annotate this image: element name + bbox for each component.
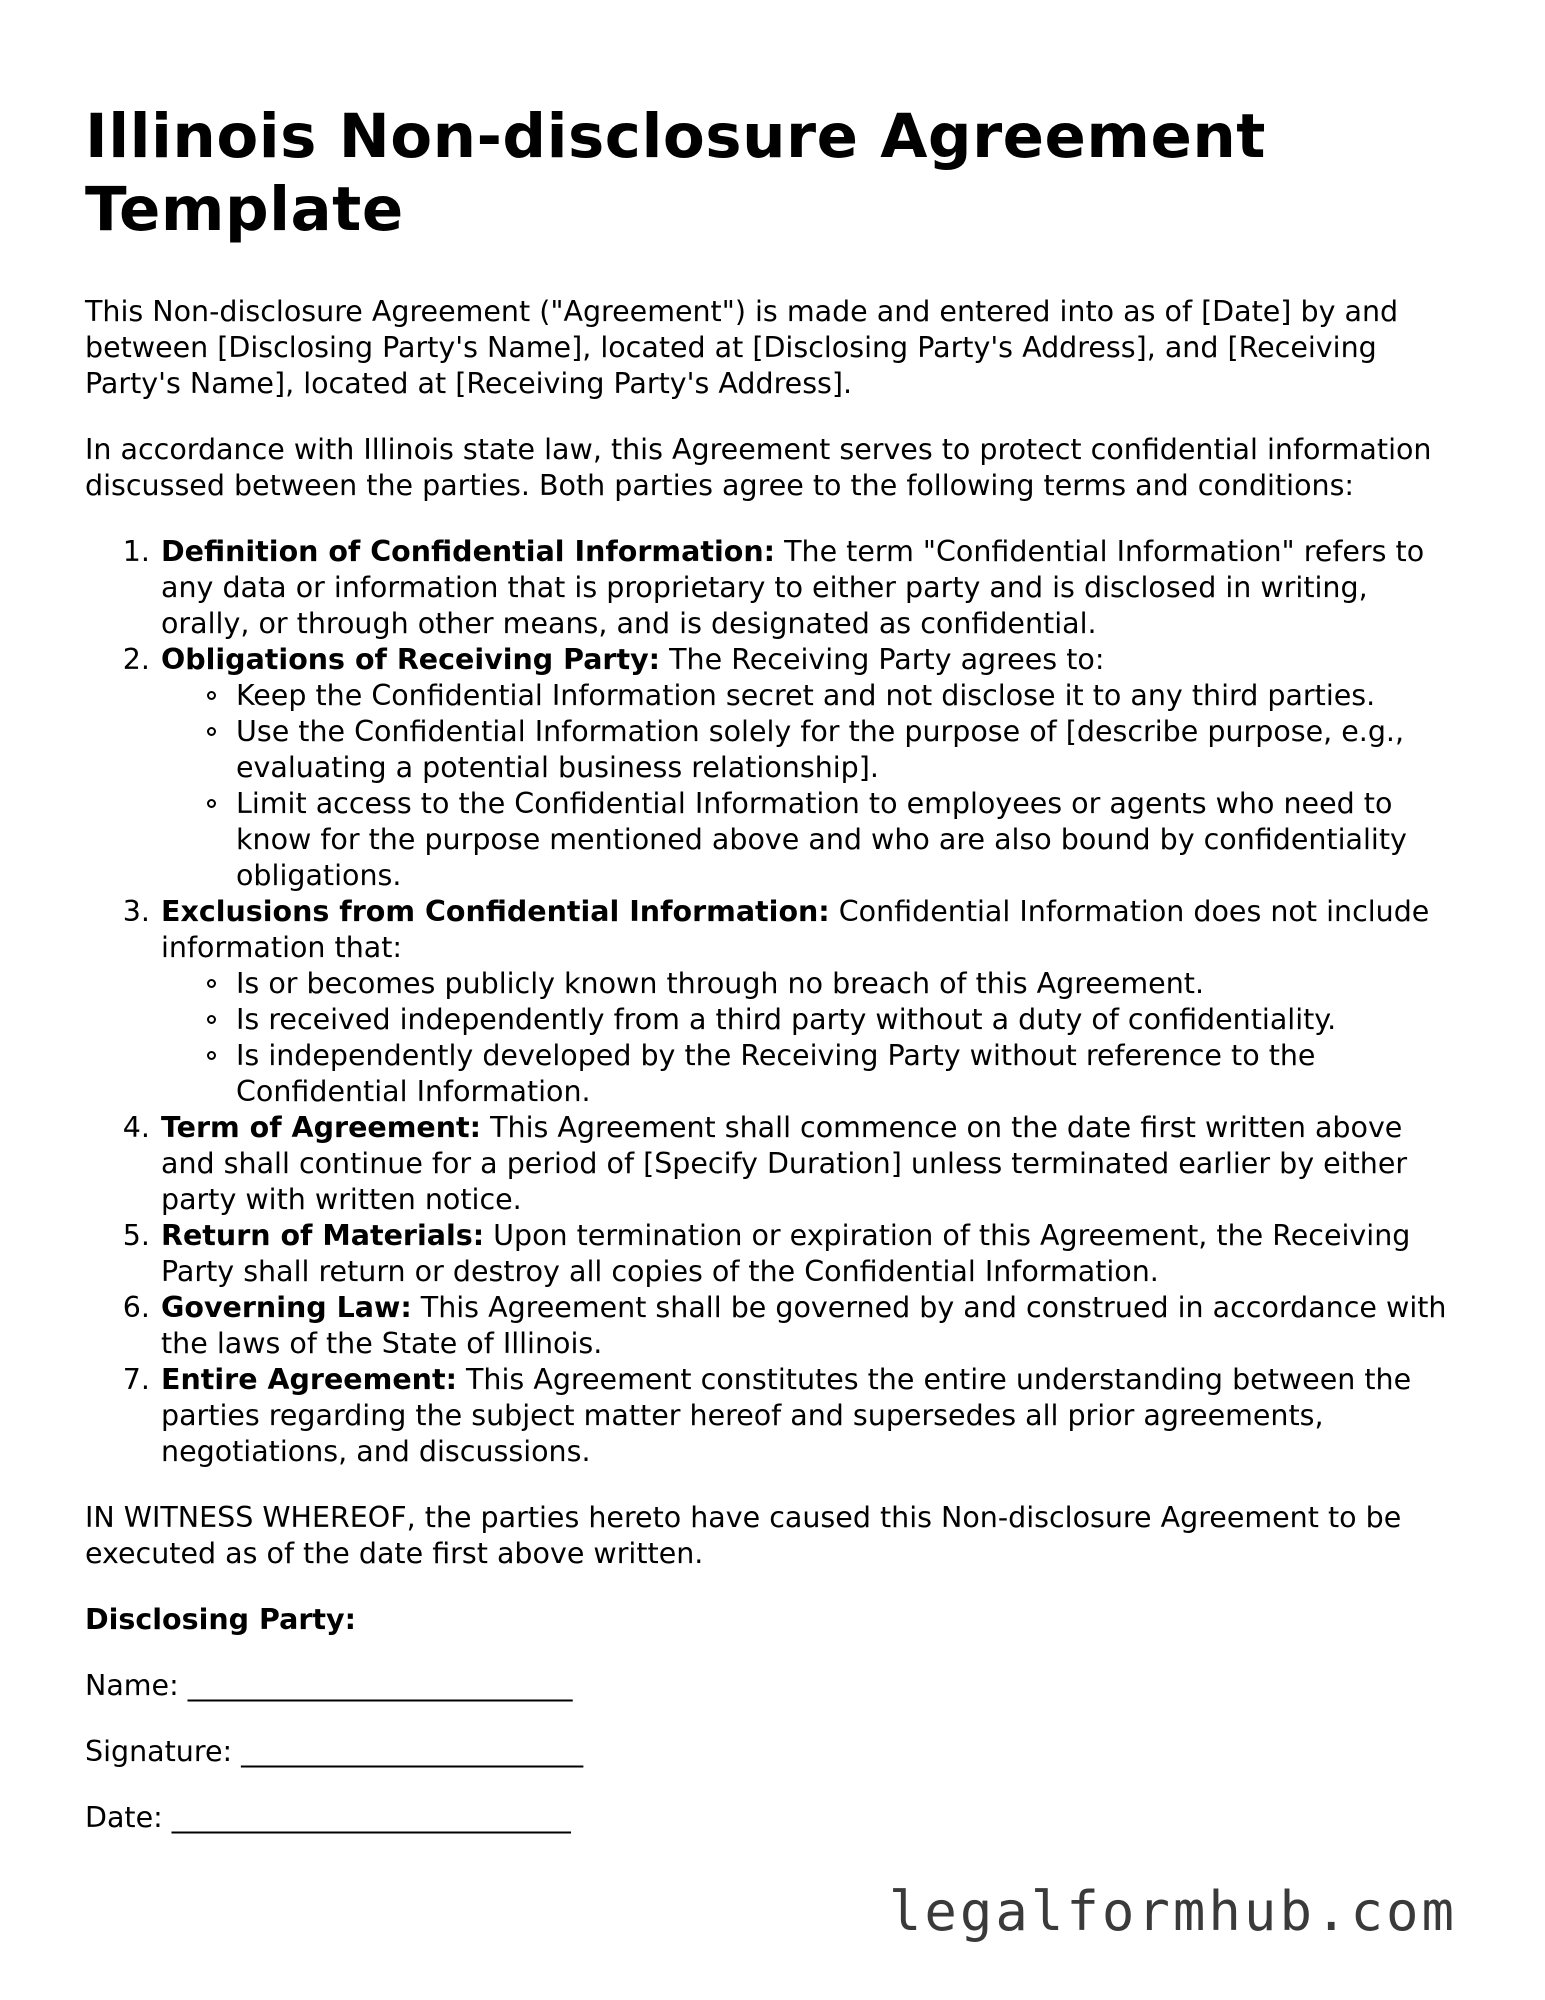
sublist-item: Is independently developed by the Receiving Party without reference to the Confidential Information. [236, 1038, 1465, 1110]
exclusions-sublist [161, 966, 1465, 1110]
term-text: Upon termination or expiration of this Agreement, the Receiving Party shall return or destroy all copies of the Confidential Information. [161, 1219, 1411, 1288]
obligations-sublist [161, 678, 1465, 894]
term-item [159, 1362, 1465, 1470]
term-text: The Receiving Party agrees to: [660, 643, 1105, 676]
witness-paragraph: IN WITNESS WHEREOF, the parties hereto have caused this Non-disclosure Agreement to be executed as of the date first above written. [85, 1501, 1402, 1570]
signature-block-heading: Disclosing Party: [85, 1603, 356, 1636]
term-heading: Governing Law: [161, 1291, 412, 1324]
term-text: This Agreement constitutes the entire understanding between the parties regarding the subject matter hereof and supersedes all prior agreements, negotiations, and discussions. [161, 1363, 1412, 1468]
term-text: This Agreement shall be governed by and construed in accordance with the laws of the State of Illinois. [161, 1291, 1447, 1360]
document-title: Illinois Non-disclosure Agreement Template [85, 101, 1266, 245]
term-item [159, 1218, 1465, 1290]
date-line: Date: ____________________________ [85, 1801, 571, 1834]
sublist-item: Use the Confidential Information solely for the purpose of [describe purpose, e.g., evaluating a potential business relationship]. [236, 714, 1465, 786]
term-item [159, 1290, 1465, 1362]
term-heading: Obligations of Receiving Party: [161, 643, 661, 676]
term-text: Confidential Information does not include information that: [161, 895, 1430, 964]
term-heading: Return of Materials: [161, 1219, 485, 1252]
terms-list [85, 534, 1465, 1470]
term-item [159, 1110, 1465, 1218]
sublist-item: Is or becomes publicly known through no breach of this Agreement. [236, 966, 1465, 1002]
term-heading: Definition of Confidential Information: [161, 535, 776, 568]
sublist-item: Keep the Confidential Information secret and not disclose it to any third parties. [236, 678, 1465, 714]
sublist-item: Limit access to the Confidential Information to employees or agents who need to know for the purpose mentioned above and who are also bound by confidentiality obligations. [236, 786, 1465, 894]
term-heading: Term of Agreement: [161, 1111, 482, 1144]
watermark: legalformhub.com [888, 1880, 1457, 1943]
signature-line: Signature: ________________________ [85, 1735, 584, 1768]
term-text: This Agreement shall commence on the date first written above and shall continue for a period of [Specify Duration] unless terminated earlier by either party with written notice. [161, 1111, 1408, 1216]
term-item [159, 642, 1465, 894]
sublist-item: Is received independently from a third party without a duty of confidentiality. [236, 1002, 1465, 1038]
term-item [159, 894, 1465, 1110]
name-line: Name: ___________________________ [85, 1669, 573, 1702]
term-text: The term "Confidential Information" refers to any data or information that is proprietary to either party and is disclosed in writing, orally, or through other means, and is designated as confidential. [161, 535, 1425, 640]
intro-paragraph: This Non-disclosure Agreement ("Agreement") is made and entered into as of [Date] by and between [Disclosing Party's Name], located at [Disclosing Party's Address], and [Receiving Party's Name], located at [Receiving Party's Address]. [85, 295, 1399, 400]
term-item [159, 534, 1465, 642]
term-heading: Exclusions from Confidential Information: [161, 895, 830, 928]
document-page [85, 100, 1465, 1866]
purpose-paragraph: In accordance with Illinois state law, this Agreement serves to protect confidential information discussed between the parties. Both parties agree to the following terms and conditions: [85, 433, 1432, 502]
term-heading: Entire Agreement: [161, 1363, 457, 1396]
